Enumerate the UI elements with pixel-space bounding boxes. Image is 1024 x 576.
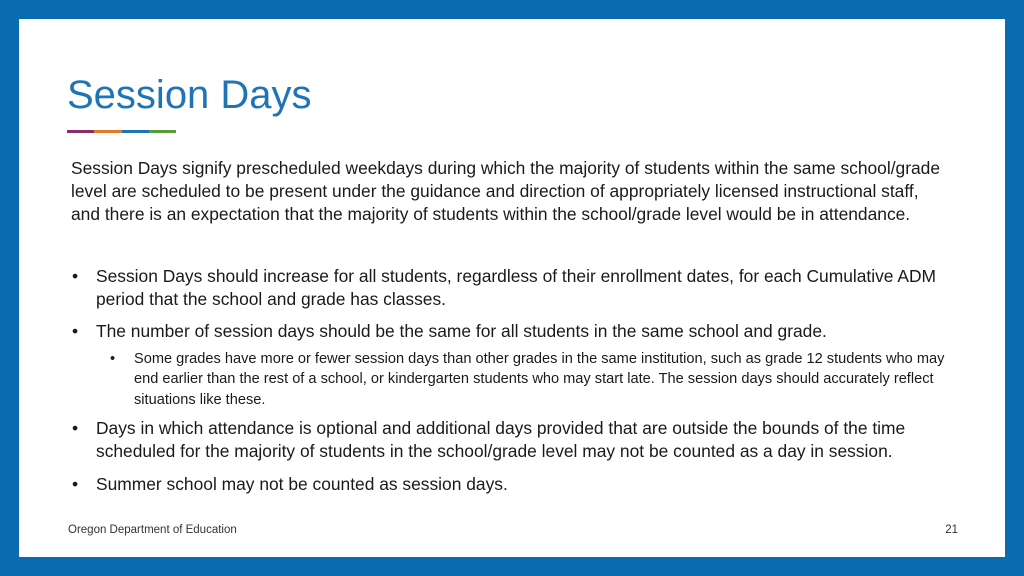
bullet-text: Summer school may not be counted as session days. xyxy=(96,473,508,494)
intro-paragraph: Session Days signify prescheduled weekdays during which the majority of students within the same school/grade level are scheduled to be present under the guidance and direction of appropriately licensed instructional staff, and there is an expectation that the majority of students within the school/grade level would be in attendance. xyxy=(71,158,941,225)
title-accent-underline xyxy=(67,130,176,133)
accent-segment-purple xyxy=(67,130,94,133)
bullet-text: Days in which attendance is optional and additional days provided that are outside the bounds of the time scheduled for the majority of students in the school/grade level may not be counted as a day in session. xyxy=(96,418,906,462)
page-number: 21 xyxy=(945,524,958,536)
bullet-dot: • xyxy=(72,418,79,439)
footer-organization: Oregon Department of Education xyxy=(68,524,237,536)
sub-bullet-text: Some grades have more or fewer session days than other grades in the same institution, such as grade 12 students who may end earlier than the rest of a school, or kindergarten students who may start late. The session days should accurately reflect situations like these. xyxy=(134,350,945,408)
bullet-text: The number of session days should be the same for all students in the same school and grade. xyxy=(96,321,827,342)
bullet-item xyxy=(71,473,961,496)
slide xyxy=(19,19,1005,557)
bullet-text: Session Days should increase for all students, regardless of their enrollment dates, for each Cumulative ADM period that the school and grade has classes. xyxy=(96,266,936,310)
accent-segment-blue xyxy=(122,130,149,133)
bullet-dot: • xyxy=(72,473,79,494)
bullet-dot: • xyxy=(72,321,79,342)
bullet-item xyxy=(71,265,961,311)
bullet-dot: • xyxy=(72,266,79,286)
sub-bullet-dot: • xyxy=(110,350,116,367)
bullet-item xyxy=(71,320,961,343)
bullet-list xyxy=(71,265,961,499)
slide-title: Session Days xyxy=(67,73,312,117)
accent-segment-green xyxy=(149,130,176,133)
bullet-item xyxy=(71,417,961,463)
accent-segment-orange xyxy=(94,130,121,133)
sub-bullet-item xyxy=(71,349,961,411)
